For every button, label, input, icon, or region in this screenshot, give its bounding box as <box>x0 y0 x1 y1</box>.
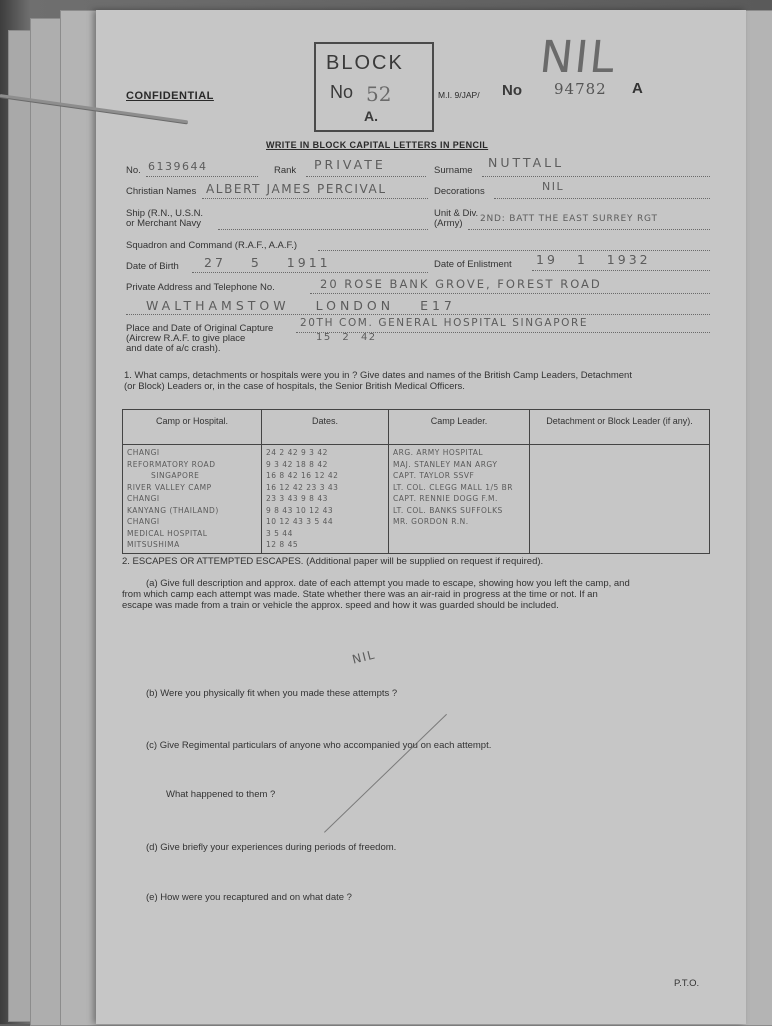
surname-label: Surname <box>434 165 473 176</box>
date-of-birth-label: Date of Birth <box>126 261 179 272</box>
date-entry: 9 3 42 18 8 42 <box>266 459 328 469</box>
dotted-line <box>310 293 710 294</box>
question-2a-line3: escape was made from a train or vehicle the approx. speed and how it was guarded should be included. <box>122 600 559 611</box>
question-2c-followup: What happened to them ? <box>166 789 276 800</box>
dotted-line <box>126 314 710 315</box>
question-1 <box>124 370 724 392</box>
surname-value: NUTTALL <box>488 155 565 170</box>
nil-annotation: NIL <box>537 32 620 83</box>
question-2d: (d) Give briefly your experiences during periods of freedom. <box>146 842 397 853</box>
question-2c: (c) Give Regimental particulars of anyone who accompanied you on each attempt. <box>146 740 492 751</box>
dotted-line <box>482 176 710 177</box>
dotted-line <box>296 332 710 333</box>
question-1-line1: 1. What camps, detachments or hospitals were you in ? Give dates and names of the British Camp Leaders, Detachment <box>124 370 632 381</box>
nil-pencil-mark: NIL <box>350 647 378 667</box>
camp-entry: CHANGI <box>127 517 160 526</box>
decorations-value: NIL <box>542 180 565 193</box>
leader-entry: MR. GORDON R.N. <box>393 517 469 526</box>
block-suffix: A. <box>364 108 378 124</box>
christian-names-label: Christian Names <box>126 186 197 197</box>
christian-names-value: ALBERT JAMES PERCIVAL <box>206 182 387 196</box>
question-2a-line2: from which camp each attempt was made. State whether there was an air-raid in progress at the time or not. If an <box>122 589 598 600</box>
detachment-leader-column <box>530 445 710 554</box>
dotted-line <box>494 198 710 199</box>
camp-entry: MEDICAL HOSPITAL <box>127 528 208 538</box>
block-title: BLOCK <box>326 52 404 74</box>
capture-label-3: and date of a/c crash). <box>126 343 221 354</box>
dates-column <box>262 445 389 554</box>
block-no-handwritten: 52 <box>366 82 392 106</box>
leader-entry: LT. COL. CLEGG MALL 1/5 BR <box>393 482 514 492</box>
decorations-label: Decorations <box>434 186 485 197</box>
camp-entry: RIVER VALLEY CAMP <box>127 482 212 492</box>
squadron-label: Squadron and Command (R.A.F., A.A.F.) <box>126 240 298 251</box>
date-entry: 23 3 43 9 8 43 <box>266 494 328 503</box>
block-number-box <box>314 42 434 132</box>
questionnaire-sheet <box>96 10 746 1024</box>
date-entry: 9 8 43 10 12 43 <box>266 505 334 515</box>
date-entry: 12 8 45 <box>266 540 299 549</box>
date-entry: 16 12 42 23 3 43 <box>266 482 339 492</box>
unit-value: 2ND: BATT THE EAST SURREY RGT <box>480 214 658 224</box>
header-dates: Dates. <box>262 410 389 445</box>
camp-leader-column <box>389 445 530 554</box>
unit-label-2: (Army) <box>434 218 463 229</box>
camp-entry: SINGAPORE <box>151 471 200 480</box>
capture-date-value: 15 2 42 <box>316 332 377 343</box>
question-2a-line1: (a) Give full description and approx. date of each attempt you made to escape, showing how you left the camp, and <box>146 578 630 589</box>
date-entry: 10 12 43 3 5 44 <box>266 517 334 526</box>
dotted-line <box>532 270 710 271</box>
service-number-value: 6139644 <box>148 160 208 173</box>
pto-note: P.T.O. <box>674 978 700 989</box>
question-2e: (e) How were you recaptured and on what date ? <box>146 892 352 903</box>
serial-number: 94782 <box>554 80 607 98</box>
date-of-enlistment-value: 19 1 1932 <box>536 252 651 267</box>
question-2a <box>122 578 722 611</box>
address-value-line1: 20 ROSE BANK GROVE, FOREST ROAD <box>320 277 602 291</box>
rank-label: Rank <box>274 165 297 176</box>
header-camp-leader: Camp Leader. <box>389 410 530 445</box>
leader-entry: CAPT. RENNIE DOGG F.M. <box>393 494 498 503</box>
dotted-line <box>192 272 428 273</box>
capture-label: Place and Date of Original Capture <box>126 323 274 334</box>
camp-entry: REFORMATORY ROAD <box>127 459 216 469</box>
leader-entry: CAPT. TAYLOR SSVF <box>393 471 475 480</box>
leader-entry: LT. COL. BANKS SUFFOLKS <box>393 505 503 515</box>
camp-entry: MITSUSHIMA <box>127 540 180 549</box>
rank-value: PRIVATE <box>314 157 386 172</box>
dotted-line <box>318 250 710 251</box>
serial-no-label: No <box>502 82 522 99</box>
question-2b: (b) Were you physically fit when you made these attempts ? <box>146 688 398 699</box>
camps-table <box>122 409 710 554</box>
mi-reference: M.I. 9/JAP/ <box>438 90 480 100</box>
question-2-heading: 2. ESCAPES OR ATTEMPTED ESCAPES. (Additional paper will be supplied on request if required). <box>122 556 544 567</box>
header-detachment-leader: Detachment or Block Leader (if any). <box>530 410 710 445</box>
pencil-strike-line <box>324 714 447 833</box>
date-of-enlistment-label: Date of Enlistment <box>434 259 512 270</box>
dotted-line <box>218 229 428 230</box>
address-label: Private Address and Telephone No. <box>126 282 275 293</box>
camp-entry: CHANGI <box>127 494 160 503</box>
no-label: No. <box>126 165 141 176</box>
camps-column <box>123 445 262 554</box>
question-1-line2: (or Block) Leaders or, in the case of hospitals, the Senior British Medical Officers. <box>124 381 465 392</box>
confidential-stamp: CONFIDENTIAL <box>126 90 214 102</box>
leader-entry: MAJ. STANLEY MAN ARGY <box>393 459 498 469</box>
date-entry: 24 2 42 9 3 42 <box>266 448 328 457</box>
ship-label: Ship (R.N., U.S.N. <box>126 208 204 219</box>
header-camp: Camp or Hospital. <box>123 410 262 445</box>
date-of-birth-value: 27 5 1911 <box>204 255 331 270</box>
dotted-line <box>146 176 258 177</box>
dotted-line <box>468 229 710 230</box>
dotted-line <box>202 198 428 199</box>
ship-label-2: or Merchant Navy <box>126 218 201 229</box>
capture-place-value: 20TH COM. GENERAL HOSPITAL SINGAPORE <box>300 317 589 329</box>
date-entry: 16 8 42 16 12 42 <box>266 471 339 480</box>
dotted-line <box>306 176 426 177</box>
capture-label-2: (Aircrew R.A.F. to give place <box>126 333 246 344</box>
block-no-label: No <box>330 82 354 102</box>
camp-entry: KANYANG (THAILAND) <box>127 505 219 515</box>
date-entry: 3 5 44 <box>266 528 293 538</box>
address-value-line2: WALTHAMSTOW LONDON E17 <box>146 298 456 313</box>
unit-label: Unit & Div. <box>434 208 479 219</box>
serial-suffix: A <box>632 80 643 97</box>
leader-entry: ARG. ARMY HOSPITAL <box>393 448 484 457</box>
camp-entry: CHANGI <box>127 448 160 457</box>
write-instruction: WRITE IN BLOCK CAPITAL LETTERS IN PENCIL <box>266 140 489 150</box>
